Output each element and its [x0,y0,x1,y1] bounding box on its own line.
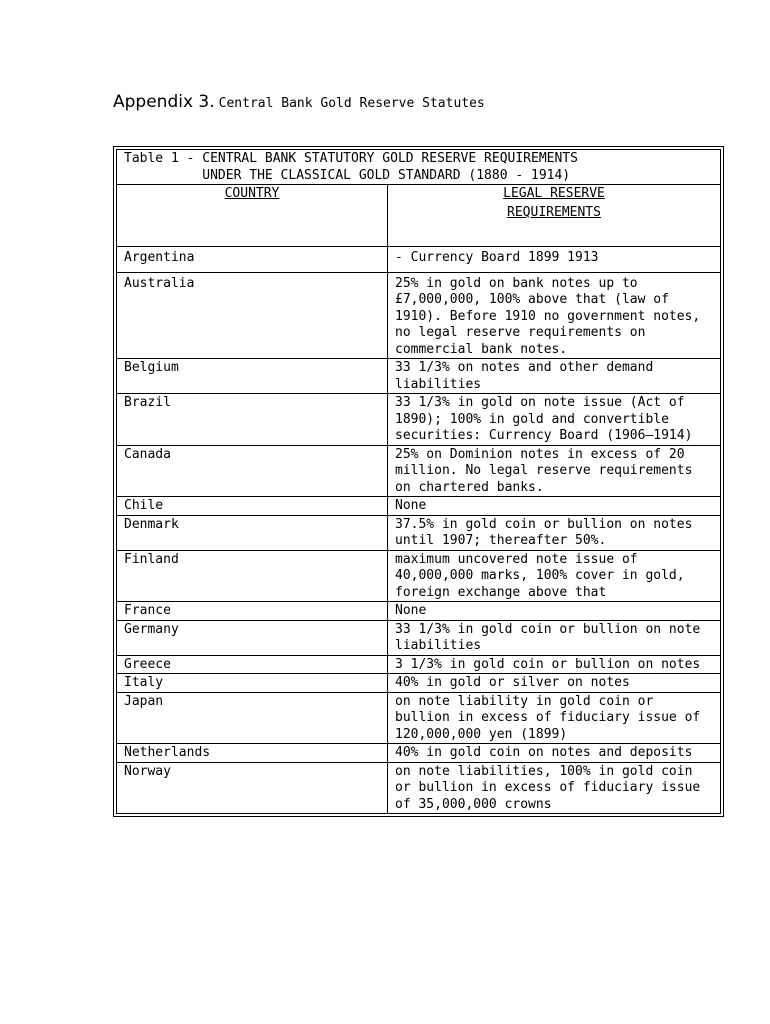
requirement-cell: 25% on Dominion notes in excess of 20 million. No legal reserve requirements on chartered banks. [388,445,721,497]
country-cell: Canada [117,445,388,497]
table-row [117,445,721,497]
requirement-cell: None [388,497,721,516]
table-row [117,620,721,655]
appendix-heading [113,92,485,112]
requirement-cell: on note liabilities, 100% in gold coin or bullion in excess of fiduciary issue of 35,000,000 crowns [388,762,721,814]
reserve-table [116,149,721,814]
table-row [117,762,721,814]
country-cell: Argentina [117,247,388,273]
country-cell: Norway [117,762,388,814]
table-row [117,602,721,621]
table-row [117,515,721,550]
requirement-cell: 3 1/3% in gold coin or bullion on notes [388,655,721,674]
header-legal-cell [388,185,721,247]
country-cell: Denmark [117,515,388,550]
country-cell: Netherlands [117,744,388,763]
header-country-cell [117,185,388,247]
table-caption-row [117,150,721,185]
requirement-cell: 40% in gold coin on notes and deposits [388,744,721,763]
requirement-cell: 33 1/3% on notes and other demand liabilities [388,359,721,394]
country-cell: Australia [117,272,388,359]
caption-line-1: CENTRAL BANK STATUTORY GOLD RESERVE REQUIREMENTS [202,151,578,166]
country-cell: Germany [117,620,388,655]
country-cell: Finland [117,550,388,602]
country-cell: Chile [117,497,388,516]
country-cell: Italy [117,674,388,693]
reserve-table-frame [113,146,724,817]
table-row [117,655,721,674]
requirement-cell: 37.5% in gold coin or bullion on notes until 1907; thereafter 50%. [388,515,721,550]
table-row [117,394,721,446]
table-row [117,272,721,359]
table-caption [117,150,721,185]
table-row [117,247,721,273]
requirement-cell: 40% in gold or silver on notes [388,674,721,693]
table-row [117,674,721,693]
table-row [117,550,721,602]
requirement-cell: 33 1/3% in gold on note issue (Act of 1890); 100% in gold and convertible securities: Currency Board (1906–1914) [388,394,721,446]
requirement-cell: on note liability in gold coin or bullion in excess of fiduciary issue of 120,000,000 yen (1899) [388,692,721,744]
header-legal-line-1: LEGAL RESERVE [503,186,605,201]
header-legal-line-2: REQUIREMENTS [507,204,601,220]
requirement-cell: maximum uncovered note issue of 40,000,000 marks, 100% cover in gold, foreign exchange above that [388,550,721,602]
requirement-cell: 33 1/3% in gold coin or bullion on note liabilities [388,620,721,655]
table-row [117,359,721,394]
country-cell: Brazil [117,394,388,446]
header-country: COUNTRY [224,186,280,201]
caption-prefix: Table 1 - [124,151,203,166]
country-cell: Japan [117,692,388,744]
country-cell: France [117,602,388,621]
caption-line-2: UNDER THE CLASSICAL GOLD STANDARD (1880 - 1914) [202,167,571,183]
requirement-cell: 25% in gold on bank notes up to £7,000,000, 100% above that (law of 1910). Before 1910 no government notes, no legal reserve requirements on commercial bank notes. [388,272,721,359]
table-row [117,497,721,516]
appendix-label: Appendix 3. [113,92,215,112]
table-row [117,692,721,744]
table-row [117,744,721,763]
country-cell: Greece [117,655,388,674]
appendix-title: Central Bank Gold Reserve Statutes [218,96,485,111]
requirement-cell: - Currency Board 1899 1913 [388,247,721,273]
table-header-row [117,185,721,247]
country-cell: Belgium [117,359,388,394]
requirement-cell: None [388,602,721,621]
